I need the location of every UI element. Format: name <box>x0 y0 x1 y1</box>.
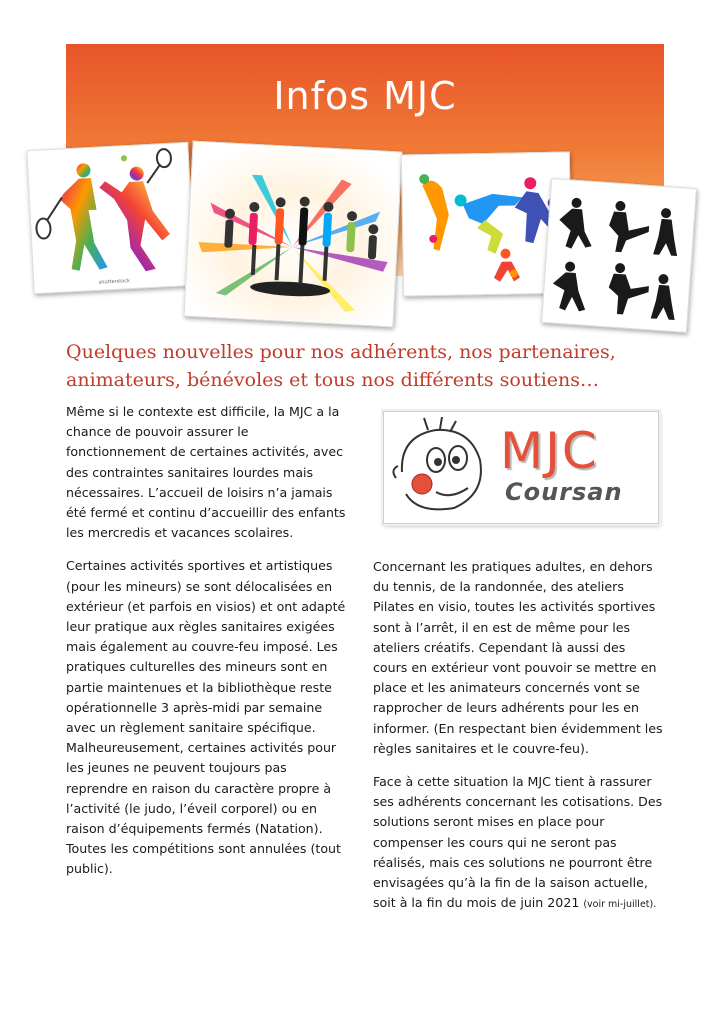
fitness-group-icon <box>185 142 402 327</box>
photo-tennis <box>26 142 195 294</box>
paragraph: Concernant les pratiques adultes, en dehors du tennis, de la randonnée, des ateliers Pilates en visio, toutes les activités sportives sont à l’arrêt, il en est de même pour les ateliers créatifs. Cependant là aussi des cours en extérieur vont pouvoir se mettre en place et les animateurs concernés vont se rapprocher de leurs adhérents pour les en informer. (En respectant bien évidemment les règles sanitaires et le couvre-feu). <box>373 559 663 756</box>
logo-town: Coursan <box>505 478 623 506</box>
paragraph: Certaines activités sportives et artistiques (pour les mineurs) se sont délocalisées en extérieur (et parfois en visios) et ont adapté leur pratique aux règles sanitaires exigées mais également au couvre-feu imposé. Les pratiques culturelles des mineurs sont en partie maintenues et la bibliothèque reste opérationnelle 3 après-midi par semaine avec un règlement sanitaire spécifique. Malheureusement, certaines activités pour les jeunes ne peuvent toujours pas reprendre en raison du caractère propre à l’activité (le judo, l’éveil corporel) ou en raison d’équipements fermés (Natation). Toutes les compétitions sont annulées (tout public). <box>66 558 346 877</box>
photo-fitness-group <box>184 141 403 328</box>
paragraph: Même si le contexte est difficile, la MJC a la chance de pouvoir assurer le fonctionnement de certaines activités, avec des contraintes sanitaires lourdes mais nécessaires. L’accueil de loisirs n’a jamais été fermé et continu d’accueillir des enfants les mercredis et vacances scolaires. <box>66 404 346 541</box>
martial-arts-silhouettes-icon <box>542 179 696 332</box>
photo-martial-arts <box>541 178 697 333</box>
logo-name: MJC <box>500 422 599 480</box>
mjc-logo <box>383 411 659 524</box>
paragraph <box>373 772 663 915</box>
tennis-silhouettes-icon <box>27 143 194 293</box>
photo-caption: shutterstock <box>98 278 131 286</box>
paragraph-note: (voir mi-juillet). <box>583 899 657 911</box>
right-column <box>373 557 663 928</box>
page-title: Infos MJC <box>273 74 457 118</box>
headline: Quelques nouvelles pour nos adhérents, nos partenaires, animateurs, bénévoles et tous nos différents soutiens… <box>66 341 616 391</box>
paragraph-text: Face à cette situation la MJC tient à rassurer ses adhérents concernant les cotisations. Des solutions seront mises en place pour compenser les cours qui ne seront pas réalisés, mais ces solutions ne pourront être envisagées qu’à la fin de la saison actuelle, soit à la fin du mois de juin 2021 <box>373 774 663 911</box>
left-column <box>66 402 348 893</box>
